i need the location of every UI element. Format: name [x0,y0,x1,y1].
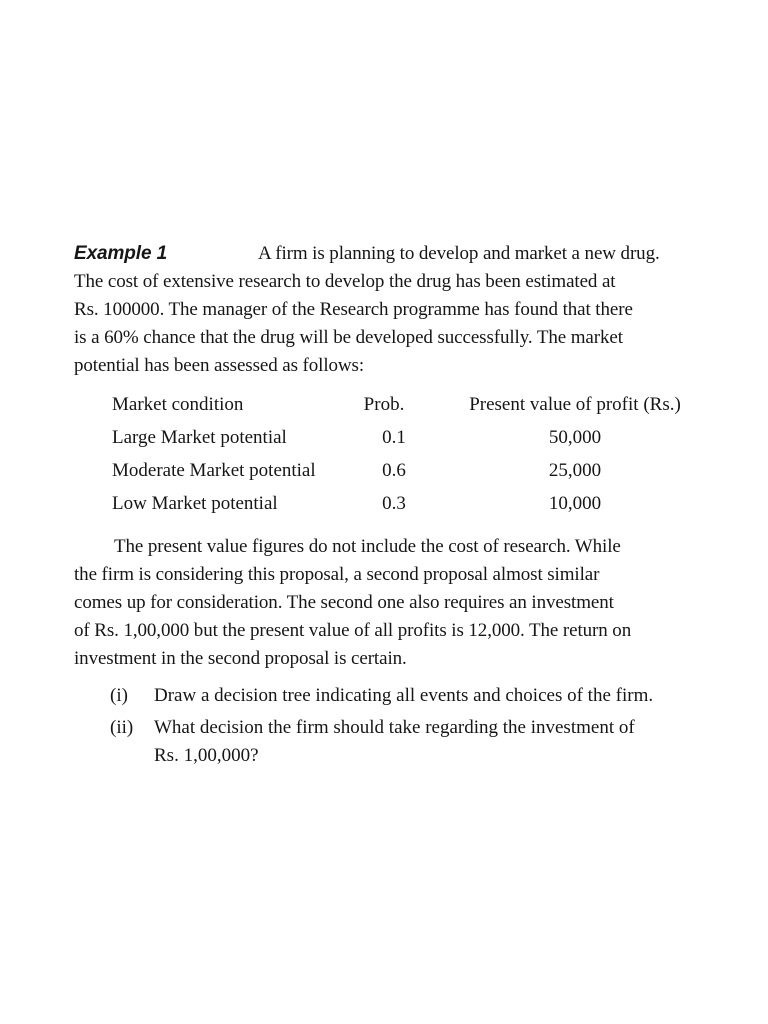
row-condition: Low Market potential [112,493,278,514]
question-text [154,682,714,710]
example-first-line [74,240,702,268]
example-label: Example 1 [74,243,168,264]
row-value: 50,000 [548,427,602,448]
question-number: (ii) [110,717,134,738]
body-line-5: investment in the second proposal is certain. [74,648,407,669]
question-line: Rs. 1,00,000? [154,745,259,766]
row-condition: Moderate Market potential [112,460,316,481]
row-condition: Large Market potential [112,427,287,448]
question-number: (i) [110,685,128,706]
table-row [112,491,702,524]
intro-line-5: potential has been assessed as follows: [74,355,365,376]
body-line-1: The present value figures do not include the cost of research. While [114,536,621,557]
example-paragraph [74,240,702,380]
header-market-condition: Market condition [112,394,244,415]
body-line-4: of Rs. 1,00,000 but the present value of all profits is 12,000. The return on [74,620,632,641]
intro-line-2: The cost of extensive research to develop the drug has been estimated at [74,271,616,292]
table-row [112,425,702,458]
body-line-3: comes up for consideration. The second one also requires an investment [74,592,614,613]
question-line: What decision the firm should take regarding the investment of [154,717,635,738]
row-prob: 0.6 [382,460,406,481]
row-value: 10,000 [548,493,602,514]
header-present-value: Present value of profit (Rs.) [469,394,681,415]
market-table [112,392,702,524]
body-paragraph [74,533,702,673]
table-header-row [112,392,702,425]
intro-line-4: is a 60% chance that the drug will be developed successfully. The market [74,327,623,348]
question-line: Draw a decision tree indicating all events and choices of the firm. [154,685,654,706]
row-value: 25,000 [548,460,602,481]
header-prob: Prob. [363,394,405,415]
intro-line-1: A firm is planning to develop and market a new drug. [258,243,660,264]
body-line-2: the firm is considering this proposal, a second proposal almost similar [74,564,600,585]
intro-line-3: Rs. 100000. The manager of the Research programme has found that there [74,299,633,320]
question-text [154,714,714,770]
row-prob: 0.1 [382,427,406,448]
row-prob: 0.3 [382,493,406,514]
table-row [112,458,702,491]
